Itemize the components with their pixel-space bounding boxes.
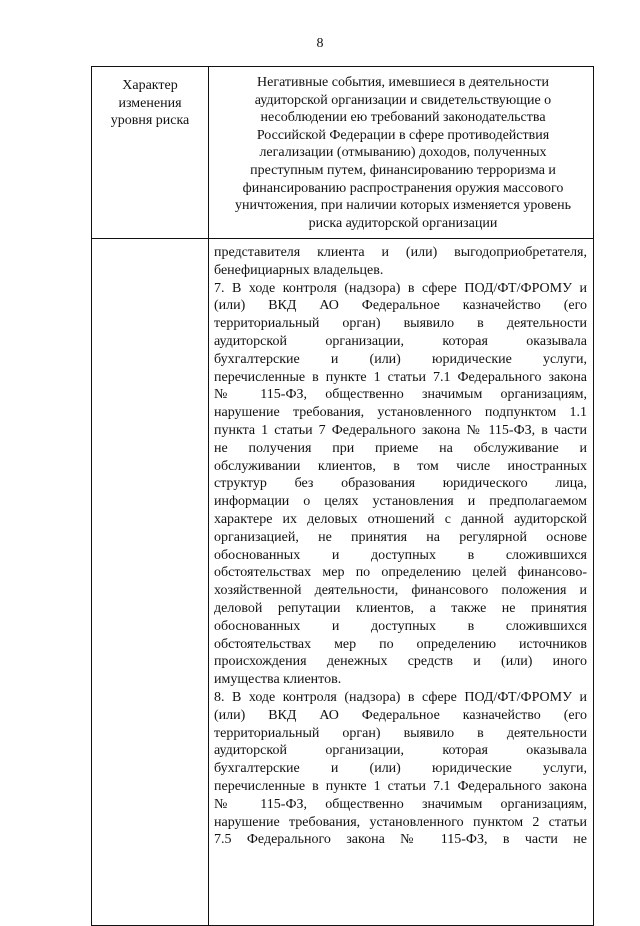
text-line: нарушение требования, установленного подпунктом 1.1 [214, 405, 587, 421]
text-line: аудиторской организации, которая оказывала [214, 333, 587, 349]
text-line: информации о целях установления и предполагаемом [214, 494, 587, 510]
text-line: легализации (отмыванию) доходов, полученных [259, 145, 547, 161]
text-line: риска аудиторской организации [308, 215, 498, 231]
text-line: Негативные события, имевшиеся в деятельности [257, 75, 549, 90]
text-line: территориальный орган) выявило в деятельности [214, 725, 587, 741]
text-line: Российской Федерации в сфере противодействия [256, 127, 550, 143]
header-negative-events [218, 74, 588, 232]
text-line: несоблюдении ею требований законодательства [260, 110, 546, 126]
text-line: 7.5 Федерального закона № 115-ФЗ, в части не [214, 832, 587, 848]
text-line: характере их деловых отношений с данной аудиторской [214, 511, 587, 527]
text-line: Характер [122, 78, 178, 93]
text-line: аудиторской организации и свидетельствующие о [254, 92, 552, 108]
text-line: перечисленные в пункте 1 статьи 7.1 Федерального закона [214, 369, 587, 385]
text-line: бухгалтерские и (или) юридические услуги, [214, 761, 587, 777]
text-line: нарушение требования, установленного пунктом 2 статьи [214, 814, 587, 830]
text-line: преступным путем, финансированию терроризма и [250, 162, 556, 178]
text-line: бенефициарных владельцев. [214, 262, 384, 278]
text-line: пункта 1 статьи 7 Федерального закона № 115-ФЗ, в части [214, 422, 587, 438]
text-line: происхождения денежных средств и (или) иного [214, 654, 587, 670]
text-line: обстоятельствах мер по определению целей финансово- [214, 565, 587, 581]
text-line: не получения при приеме на обслуживание и [214, 440, 587, 456]
header-risk-level-change [92, 77, 208, 130]
text-line: обстоятельствах мер по определению источников [214, 636, 587, 652]
text-line: деловой репутации клиентов, а также не принятия [214, 600, 587, 616]
text-line: территориальный орган) выявило в деятельности [214, 316, 587, 332]
text-line: представителя клиента и (или) выгодоприобретателя, [214, 245, 587, 260]
table-column-divider [208, 67, 209, 925]
text-line: хозяйственной деятельности, финансового положения и [214, 583, 587, 599]
text-line: уровня риска [110, 113, 190, 128]
text-line: изменения [118, 95, 182, 111]
text-line: уничтожения, при наличии которых изменяется уровень [235, 198, 571, 214]
text-line: бухгалтерские и (или) юридические услуги, [214, 351, 587, 367]
page-number: 8 [316, 36, 324, 51]
table-row-divider [92, 238, 593, 239]
text-line: (или) ВКД АО Федеральное казначейство (его [214, 298, 587, 314]
table-body-cell [214, 244, 587, 849]
text-line: структур без образования юридического лица, [214, 476, 587, 492]
text-line: 7. В ходе контроля (надзора) в сфере ПОД/ФТ/ФРОМУ и [214, 280, 587, 296]
text-line: (или) ВКД АО Федеральное казначейство (его [214, 707, 587, 723]
text-line: перечисленные в пункте 1 статьи 7.1 Федерального закона [214, 778, 587, 794]
text-line: № 115-ФЗ, общественно значимым организациям, [214, 796, 587, 812]
document-table [91, 66, 594, 926]
text-line: организацией, не принятия на регулярной основе [214, 529, 587, 545]
text-line: обоснованных и доступных в сложившихся [214, 547, 587, 563]
text-line: финансированию распространения оружия массового [242, 180, 564, 196]
text-line: аудиторской организации, которая оказывала [214, 743, 587, 759]
text-line: № 115-ФЗ, общественно значимым организациям, [214, 387, 587, 403]
text-line: обслуживании клиентов, в том числе иностранных [214, 458, 587, 474]
text-line: обоснованных и доступных в сложившихся [214, 618, 587, 634]
text-line: 8. В ходе контроля (надзора) в сфере ПОД/ФТ/ФРОМУ и [214, 689, 587, 705]
text-line: имущества клиентов. [214, 672, 342, 688]
